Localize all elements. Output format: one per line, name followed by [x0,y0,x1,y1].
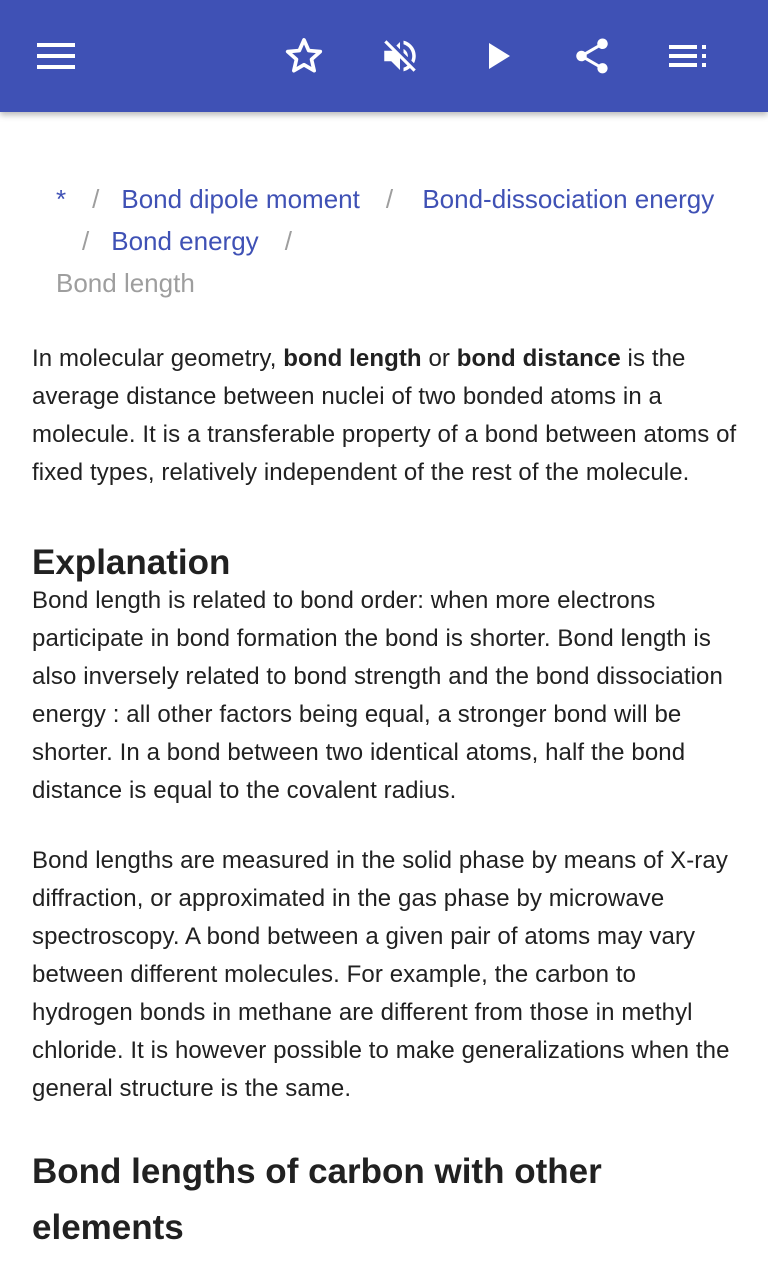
breadcrumb-item-root[interactable]: * [56,184,67,214]
breadcrumb-separator: / [385,184,394,214]
favorite-button[interactable] [276,28,332,84]
share-button[interactable] [564,28,620,84]
explanation-paragraph-2: Bond lengths are measured in the solid phase by means of X-ray diffraction, or approximated in the gas phase by microwave spectroscopy. A bond between a given pair of atoms may vary between different molecules. For example, the carbon to hydrogen bonds in methane are different from those in methyl chloride. It is however possible to make generalizations when the general structure is the same. [32,847,730,1102]
toc-list-icon [669,44,707,68]
intro-text-1: In molecular geometry, [32,345,284,372]
breadcrumb [56,178,736,304]
intro-paragraph [32,340,742,492]
breadcrumb-item-bond-dissociation-energy[interactable]: Bond-dissociation energy [422,184,715,214]
breadcrumb-separator: / [92,184,100,214]
explanation-paragraph-1: Bond length is related to bond order: when more electrons participate in bond formation the bond is shorter. Bond length is also inversely related to bond strength and the bond dissociation energy : all other factors being equal, a stronger bond will be shorter. In a bond between two identical atoms, half the bond distance is equal to the covalent radius. [32,587,723,804]
term-bond-distance: bond distance [456,345,621,372]
app-bar [0,0,768,112]
menu-button[interactable] [28,28,84,84]
breadcrumb-separator: / [284,226,292,256]
term-bond-length: bond length [283,345,422,372]
article-body [32,340,742,1256]
intro-text-3: is the average distance between nuclei of two bonded atoms in a molecule. It is a transferable property of a bond between atoms of fixed types, relatively independent of the rest of the molecule. [32,345,737,486]
table-of-contents-button[interactable] [660,28,716,84]
share-icon [571,35,613,77]
intro-text-2: or [421,345,457,372]
section-heading-carbon-bond-lengths: Bond lengths of carbon with other elements [32,1152,602,1247]
star-outline-icon [283,35,325,77]
content-area[interactable] [0,112,768,1280]
breadcrumb-separator: / [82,226,90,256]
mute-button[interactable] [372,28,428,84]
menu-icon [37,42,75,70]
breadcrumb-item-bond-dipole-moment[interactable]: Bond dipole moment [121,184,360,214]
volume-off-icon [379,35,421,77]
breadcrumb-item-bond-energy[interactable]: Bond energy [111,226,259,256]
play-button[interactable] [470,28,526,84]
breadcrumb-current: Bond length [56,268,195,298]
play-icon [483,41,513,71]
section-heading-explanation: Explanation [32,543,231,582]
